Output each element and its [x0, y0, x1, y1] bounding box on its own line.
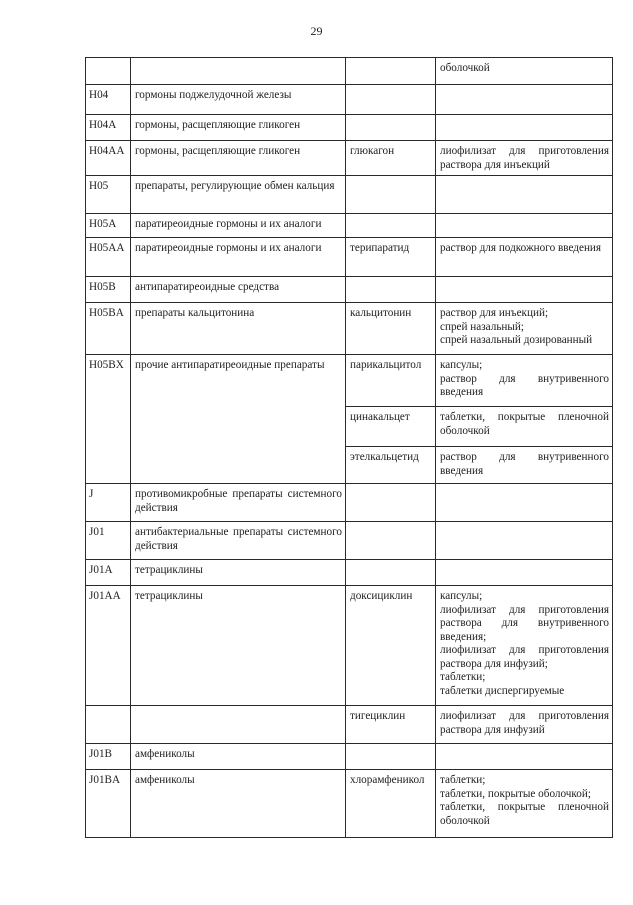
table-row: [86, 303, 613, 355]
atc-code-cell: H05A: [86, 214, 131, 238]
atc-code-cell: H05BA: [86, 303, 131, 355]
page-number: 29: [310, 24, 323, 38]
group-name-cell: [131, 706, 346, 744]
drug-name-cell: [346, 58, 436, 85]
dosage-forms-cell: [436, 214, 613, 238]
group-name-cell: тетрациклины: [131, 560, 346, 586]
dosage-form: лиофилизат для приготовления раствора для внутривенного введения;: [440, 603, 609, 643]
table-row: [86, 141, 613, 176]
dosage-form: таблетки, покрытые пленочной оболочкой: [440, 411, 609, 437]
dosage-forms-cell: [436, 560, 613, 586]
table-row: [86, 355, 613, 407]
drug-name-cell: этелкальцетид: [346, 447, 436, 484]
dosage-form: таблетки;: [440, 671, 486, 683]
group-name-cell: антибактериальные препараты системного действия: [131, 522, 346, 560]
atc-code-cell: [86, 58, 131, 85]
dosage-form: таблетки, покрытые оболочкой;: [440, 787, 591, 800]
drug-name-cell: тигециклин: [346, 706, 436, 744]
group-name-cell: антипаратиреоидные средства: [131, 277, 346, 303]
table-row: [86, 58, 613, 85]
table-row: [86, 238, 613, 277]
drug-name-cell: [346, 560, 436, 586]
dosage-form: таблетки;: [440, 774, 486, 786]
table-row: [86, 214, 613, 238]
dosage-form: лиофилизат для приготовления раствора для инъекций: [440, 145, 609, 171]
dosage-form: раствор для инъекций;: [440, 307, 549, 319]
group-name-cell: препараты кальцитонина: [131, 303, 346, 355]
dosage-forms-cell: [436, 355, 613, 407]
drug-name-cell: [346, 744, 436, 770]
dosage-forms-cell: [436, 58, 613, 85]
table-row: [86, 85, 613, 115]
dosage-forms-cell: [436, 303, 613, 355]
group-name-cell: амфениколы: [131, 744, 346, 770]
atc-code-cell: H05AA: [86, 238, 131, 277]
drug-name-cell: [346, 277, 436, 303]
group-name-cell: противомикробные препараты системного действия: [131, 484, 346, 522]
dosage-forms-cell: [436, 586, 613, 706]
atc-code-cell: H04A: [86, 115, 131, 141]
drug-name-cell: хлорамфеникол: [346, 770, 436, 838]
atc-code-cell: J01: [86, 522, 131, 560]
group-name-cell: амфениколы: [131, 770, 346, 838]
group-name-cell: прочие антипаратиреоидные препараты: [131, 355, 346, 484]
dosage-form: раствор для внутривенного введения: [440, 451, 609, 477]
atc-code-cell: J01A: [86, 560, 131, 586]
atc-code-cell: H05: [86, 176, 131, 214]
table-row: [86, 115, 613, 141]
drug-name-cell: [346, 484, 436, 522]
drug-name-cell: терипаратид: [346, 238, 436, 277]
drug-name-cell: [346, 214, 436, 238]
table-row: [86, 744, 613, 770]
dosage-forms-cell: [436, 277, 613, 303]
drug-name-cell: парикальцитол: [346, 355, 436, 407]
dosage-form: капсулы;: [440, 590, 483, 602]
table-row: [86, 277, 613, 303]
group-name-cell: препараты, регулирующие обмен кальция: [131, 176, 346, 214]
dosage-form: оболочкой: [440, 62, 490, 74]
group-name-cell: [131, 58, 346, 85]
group-name-cell: паратиреоидные гормоны и их аналоги: [131, 238, 346, 277]
dosage-forms-cell: [436, 141, 613, 176]
atc-code-cell: [86, 706, 131, 744]
group-name-cell: тетрациклины: [131, 586, 346, 706]
group-name-cell: паратиреоидные гормоны и их аналоги: [131, 214, 346, 238]
dosage-forms-cell: [436, 115, 613, 141]
atc-code-cell: J: [86, 484, 131, 522]
table-row: [86, 176, 613, 214]
drug-name-cell: [346, 522, 436, 560]
drug-table: [85, 57, 613, 838]
atc-code-cell: H04AA: [86, 141, 131, 176]
dosage-form: спрей назальный;: [440, 320, 525, 333]
dosage-form: капсулы;: [440, 359, 483, 371]
atc-code-cell: H05BX: [86, 355, 131, 484]
drug-name-cell: глюкагон: [346, 141, 436, 176]
dosage-forms-cell: [436, 484, 613, 522]
dosage-form: таблетки, покрытые пленочной оболочкой: [440, 801, 609, 827]
table-row: [86, 770, 613, 838]
drug-name-cell: доксициклин: [346, 586, 436, 706]
group-name-cell: гормоны, расщепляющие гликоген: [131, 141, 346, 176]
table-row: [86, 484, 613, 522]
dosage-forms-cell: [436, 238, 613, 277]
dosage-form: таблетки диспергируемые: [440, 684, 565, 697]
dosage-forms-cell: [436, 706, 613, 744]
dosage-form: спрей назальный дозированный: [440, 334, 593, 346]
atc-code-cell: J01B: [86, 744, 131, 770]
table-row: [86, 706, 613, 744]
dosage-form: лиофилизат для приготовления раствора для инфузий;: [440, 644, 609, 670]
drug-name-cell: [346, 115, 436, 141]
dosage-forms-cell: [436, 770, 613, 838]
dosage-forms-cell: [436, 407, 613, 447]
table-row: [86, 560, 613, 586]
dosage-forms-cell: [436, 176, 613, 214]
drug-name-cell: кальцитонин: [346, 303, 436, 355]
group-name-cell: гормоны, расщепляющие гликоген: [131, 115, 346, 141]
atc-code-cell: J01AA: [86, 586, 131, 706]
drug-name-cell: цинакальцет: [346, 407, 436, 447]
dosage-forms-cell: [436, 447, 613, 484]
table-row: [86, 522, 613, 560]
group-name-cell: гормоны поджелудочной железы: [131, 85, 346, 115]
dosage-form: лиофилизат для приготовления раствора для инфузий: [440, 710, 609, 736]
drug-name-cell: [346, 85, 436, 115]
dosage-form: раствор для внутривенного введения: [440, 372, 609, 398]
drug-name-cell: [346, 176, 436, 214]
dosage-forms-cell: [436, 85, 613, 115]
atc-code-cell: H05B: [86, 277, 131, 303]
atc-code-cell: J01BA: [86, 770, 131, 838]
table-row: [86, 586, 613, 706]
dosage-form: раствор для подкожного введения: [440, 242, 602, 254]
dosage-forms-cell: [436, 744, 613, 770]
dosage-forms-cell: [436, 522, 613, 560]
atc-code-cell: H04: [86, 85, 131, 115]
